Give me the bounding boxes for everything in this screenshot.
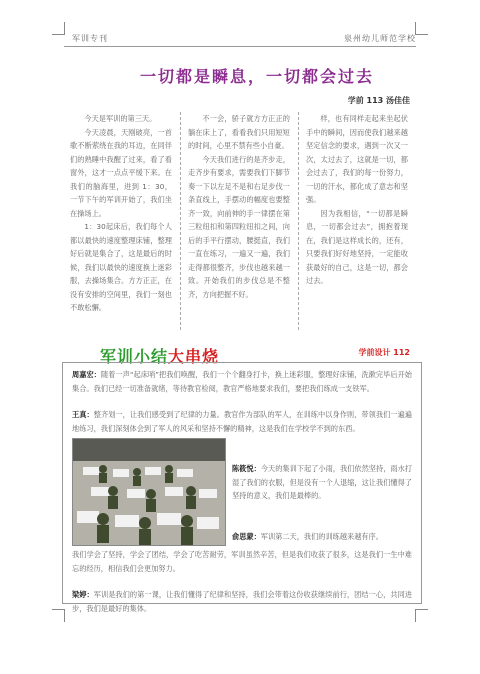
article2-title-red: 大串烧	[168, 347, 220, 366]
paragraph: 1：30起床后，我们每个人都以最快的速度整理床铺，整理好后就是集合了，这是最后的时候，我们以最快的速度换上迷彩服，去操场集合。方方正正，在没有安排的空间里，我们一刻也不敢松懈。	[70, 222, 172, 312]
speaker-label: 周嘉宏：	[72, 370, 101, 379]
crop-mark-bottom-left	[52, 609, 65, 622]
article1-byline: 学前 113 汤佳佳	[347, 96, 410, 105]
crop-mark-top-right	[415, 22, 428, 35]
paragraph: 不一会，骄子就方方正正的躺在床上了，看看我们只用短短的时间，心里不禁有些小自豪。	[188, 114, 290, 150]
paragraph: 因为我相信，“一切都是瞬息，一切都会过去”，拥抱着现在，我们是这样成长的，还有，只要我们好好地坚持，一定能收获最好的自己，这是一切，都会过去。	[306, 208, 408, 285]
article2-byline: 学前设计 112	[358, 348, 410, 357]
column-divider	[298, 112, 299, 330]
paragraph-text: 随着一声“起床哨”把我们唤醒，我们一个个翻身打卡，换上迷彩服，整理好床铺，洗漱完毕后开始集合。我们已经一切准备就绪，等待教官检阅，教官严格地要求我们，要把我们练成一支铁军。	[72, 370, 412, 393]
paragraph-text: 军训是我们的第一课，让我们懂得了纪律和坚持，我们会带着这份收获继续前行，团结一心，共同进步，我们是最好的集体。	[72, 590, 412, 613]
column-divider	[180, 112, 181, 330]
speaker-label: 王真：	[72, 410, 94, 419]
header-left-text: 军训专刊	[72, 34, 108, 43]
speaker-label: 梁婷：	[72, 590, 94, 599]
article2-paragraph-2	[72, 408, 412, 435]
paragraph: 样，也有同样走起来坐起伏手中的瞬间，因而使我们越来越坚定信念的要求，遇到一次又一次，太过去了，这就是一切，都会过去了，我们的每一份努力，一切的汗水，都化成了意志和坚强。	[306, 114, 408, 204]
paragraph-text: 我们学会了坚持，学会了团结，学会了吃苦耐劳，军训虽然辛苦，但是我们收获了很多，这是我们一生中难忘的经历，相信我们会更加努力。	[72, 550, 412, 573]
article2-paragraph-5	[72, 548, 412, 575]
speaker-label: 陈筱悦：	[232, 464, 261, 473]
article1-columns	[70, 112, 414, 330]
paragraph-text: 军训第二天，我们的训练越来越有序。	[260, 532, 383, 541]
header-right-text: 泉州幼儿师范学校	[344, 34, 416, 43]
article2-paragraph-3	[232, 462, 412, 503]
paragraph-text: 整齐划一，让我们感受到了纪律的力量。教官作为部队的军人，在训练中以身作则，带领我们一遍遍地练习，我们深刻体会到了军人的风采和坚持不懈的精神，这是我们在学校学不到的东西。	[72, 410, 412, 433]
article2-paragraph-4	[232, 530, 412, 544]
paragraph-text: 今天的集训下起了小雨，我们依然坚持，雨水打湿了我们的衣服，但是没有一个人退缩，这让我们懂得了坚持的意义，我们是最棒的。	[232, 464, 412, 500]
article1-column-1	[70, 112, 172, 330]
speaker-label: 俞思蒙：	[232, 532, 261, 541]
crop-mark-bottom-right	[415, 609, 428, 622]
paragraph: 今天我们进行的是齐步走，走齐步有要求，需要我们下脚节奏一下以左足不是和右足步伐一条直线上，手摆动的幅度也要整齐一致，向前伸的手一律摆在第三粒纽扣和第四粒纽扣之间，向后的手平行摆动，腰挺直，我们一直在练习，一遍又一遍，我们走得都很整齐，步伐也越来越一致。开始我们的步伐总是不整齐，方向把握不好。	[188, 154, 290, 299]
group-photo	[72, 438, 226, 546]
article1-title: 一切都是瞬息，一切都会过去	[140, 67, 375, 86]
header-rule	[64, 46, 416, 47]
article2-paragraph-1	[72, 368, 412, 395]
paragraph: 今天是军训的第三天。	[84, 114, 157, 123]
paragraph: 今天凌晨，天刚破亮，一首歌不断萦绕在我的耳边，在同伴们的熟睡中我醒了过来，看了看窗外，这才一点点平缓下来。在我们的脑海里，进到 1：30，一节下午的军训开始了，我们坐在操场上。	[70, 127, 172, 218]
article1-column-2	[188, 112, 290, 330]
crop-mark-top-left	[52, 22, 65, 35]
group-photo-icon	[73, 439, 225, 545]
article2-title-green: 军训小结	[100, 347, 169, 366]
article1-column-3	[306, 112, 408, 330]
article2-paragraph-6	[72, 588, 412, 615]
